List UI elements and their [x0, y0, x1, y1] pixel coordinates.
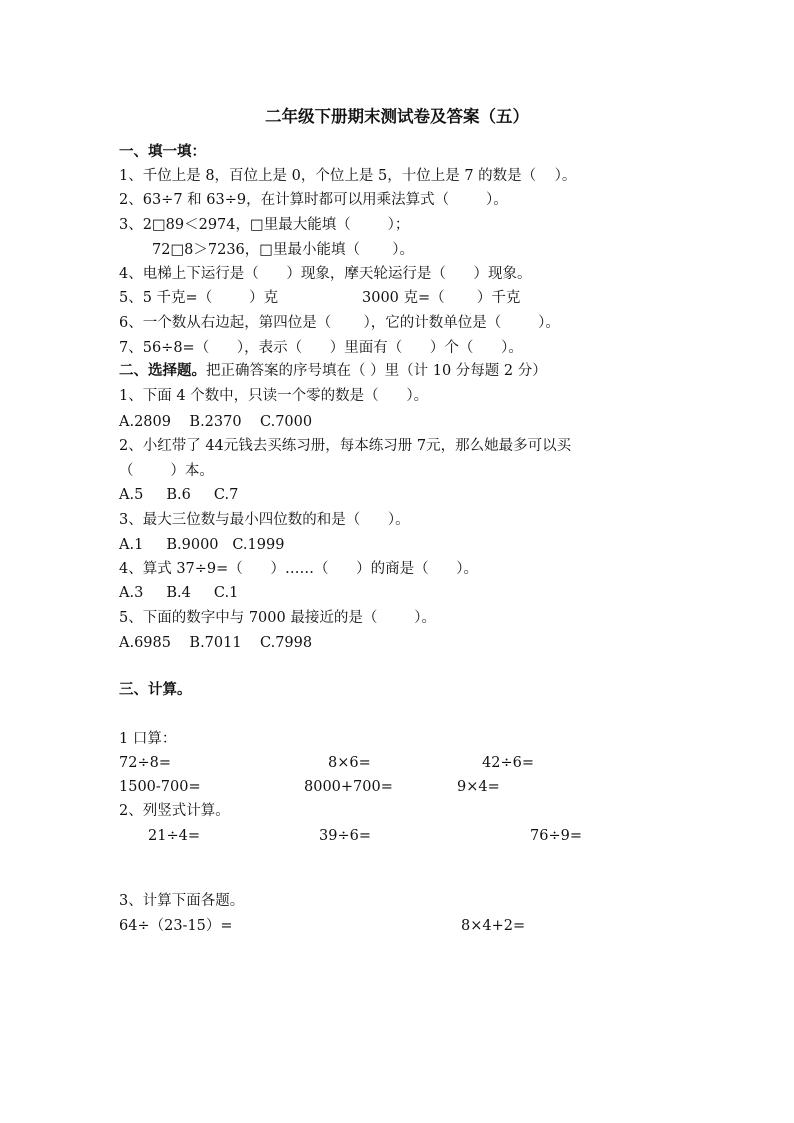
- sec2-question-1-options: A.2809 B.2370 C.7000: [119, 414, 313, 430]
- sec2-question-4: 4、算式 37÷9=（ ）……（ ）的商是（ ）。: [119, 561, 479, 577]
- sec1-question-3b: 72□8＞7236，□里最小能填（ ）。: [152, 242, 414, 258]
- mental-math-4: 1500-700=: [119, 779, 201, 795]
- sec2-question-5-options: A.6985 B.7011 C.7998: [119, 635, 313, 651]
- sec2-question-3-options: A.1 B.9000 C.1999: [119, 537, 285, 553]
- sec2-question-5: 5、下面的数字中与 7000 最接近的是（ ）。: [119, 610, 436, 626]
- mental-math-6: 9×4=: [457, 779, 500, 795]
- sec2-question-4-options: A.3 B.4 C.1: [119, 585, 239, 601]
- mental-math-label: 1 口算：: [119, 731, 177, 747]
- sec1-question-5b: 3000 克=（ ）千克: [362, 290, 521, 306]
- sec1-question-3a: 3、2□89＜2974，□里最大能填（ ）；: [119, 217, 410, 233]
- section-3-heading: 三、计算。: [119, 681, 192, 698]
- mental-math-3: 42÷6=: [482, 755, 534, 771]
- sec1-question-4: 4、电梯上下运行是（ ）现象，摩天轮运行是（ ）现象。: [119, 266, 532, 282]
- vertical-calc-label: 2、列竖式计算。: [119, 803, 230, 819]
- section-2-heading-line: [119, 361, 547, 381]
- sec1-question-2: 2、63÷7 和 63÷9，在计算时都可以用乘法算式（ ）。: [119, 192, 508, 208]
- sec2-question-1: 1、下面 4 个数中，只读一个零的数是（ ）。: [119, 388, 429, 404]
- calc-problem-2: 8×4+2=: [461, 918, 526, 934]
- sec1-question-5a: 5、5 千克=（ ）克: [119, 290, 279, 306]
- sec2-question-3: 3、最大三位数与最小四位数的和是（ ）。: [119, 512, 410, 528]
- section-2-instruction: 把正确答案的序号填在（ ）里（计 10 分每题 2 分）: [206, 363, 547, 379]
- mental-math-1: 72÷8=: [119, 755, 171, 771]
- sec2-question-2-options: A.5 B.6 C.7: [119, 487, 239, 503]
- mental-math-5: 8000+700=: [304, 779, 393, 795]
- section-2-heading: 二、选择题。: [119, 362, 206, 379]
- calc-problems-label: 3、计算下面各题。: [119, 893, 245, 909]
- calc-problem-1: 64÷（23-15）=: [119, 918, 233, 934]
- page-title: 二年级下册期末测试卷及答案（五）: [265, 107, 529, 126]
- sec2-question-2a: 2、小红带了 44元钱去买练习册，每本练习册 7元，那么她最多可以买: [119, 438, 572, 454]
- sec2-question-2b: （ ）本。: [119, 463, 214, 479]
- sec1-question-1: 1、千位上是 8，百位上是 0，个位上是 5，十位上是 7 的数是（ ）。: [119, 168, 577, 184]
- vertical-calc-3: 76÷9=: [530, 828, 582, 844]
- section-1-heading: 一、填一填：: [119, 143, 206, 160]
- sec1-question-7: 7、56÷8=（ ），表示（ ）里面有（ ）个（ ）。: [119, 340, 523, 356]
- vertical-calc-1: 21÷4=: [148, 828, 200, 844]
- mental-math-2: 8×6=: [328, 755, 371, 771]
- sec1-question-6: 6、一个数从右边起，第四位是（ ），它的计数单位是（ ）。: [119, 315, 560, 331]
- vertical-calc-2: 39÷6=: [319, 828, 371, 844]
